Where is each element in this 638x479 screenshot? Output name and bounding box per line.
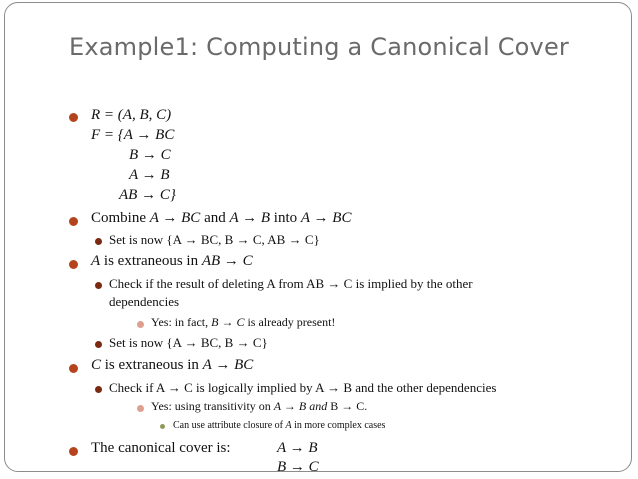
- yes-a-suffix: is already present!: [247, 315, 336, 329]
- combine-into: into: [273, 210, 298, 226]
- fd-b-c: B → C: [129, 147, 171, 163]
- slide-title: Example1: Computing a Canonical Cover: [69, 33, 569, 61]
- fd-a-b: A → B: [129, 167, 170, 183]
- bullet-note: [160, 424, 165, 429]
- extraneous-c-fd: A → BC: [202, 357, 254, 373]
- bullet-combine: [69, 217, 78, 226]
- yes-c-fd2: B → C.: [330, 399, 368, 413]
- yes-c-prefix: Yes: using transitivity on: [151, 399, 271, 413]
- check-a-line2: dependencies: [109, 294, 180, 309]
- combine-prefix: Combine: [91, 210, 146, 226]
- extraneous-a-text: is extraneous in: [103, 253, 199, 269]
- check-c-line: Check if A → C is logically implied by A → B and the other dependencies: [109, 380, 497, 395]
- yes-a-line: [151, 315, 335, 330]
- note-pre: Can use attribute closure of: [173, 420, 283, 431]
- combine-fd-b: A → B: [229, 210, 271, 226]
- bullet-set-now-1: [95, 238, 102, 245]
- fd-ab-c: AB → C}: [119, 187, 176, 203]
- set-now-2: Set is now {A → BC, B → C}: [109, 335, 268, 350]
- combine-line: [91, 210, 351, 227]
- combine-fd-a: A → BC: [149, 210, 201, 226]
- extraneous-c-var: C: [91, 357, 102, 373]
- combine-and: and: [204, 210, 226, 226]
- bullet-set-now-2: [95, 341, 102, 348]
- note-post: in more complex cases: [294, 420, 386, 431]
- bullet-yes-c: [137, 405, 144, 412]
- set-now-1: Set is now {A → BC, B → C, AB → C}: [109, 232, 320, 247]
- bullet-extraneous-c: [69, 364, 78, 373]
- canonical-label: The canonical cover is:: [91, 440, 231, 456]
- canonical-fd2: B → C: [277, 459, 319, 472]
- note-var: A: [285, 420, 292, 431]
- yes-a-prefix: Yes: in fact,: [151, 315, 209, 329]
- slide: [4, 2, 632, 472]
- extraneous-a-var: A: [91, 253, 101, 269]
- yes-a-fd: B → C: [211, 315, 245, 329]
- yes-c-and: and: [309, 399, 328, 413]
- combine-fd-c: A → BC: [300, 210, 352, 226]
- bullet-extraneous-a: [69, 260, 78, 269]
- bullet-schema: [69, 113, 78, 122]
- extraneous-c-text: is extraneous in: [104, 357, 199, 373]
- f-line: F = {A → BC: [91, 127, 175, 143]
- bullet-check-a: [95, 282, 102, 289]
- yes-c-line: [151, 399, 367, 414]
- extraneous-a-fd: AB → C: [201, 253, 253, 269]
- canonical-fd1: A → B: [277, 440, 318, 456]
- yes-c-fd1: A → B: [273, 399, 307, 413]
- check-a-line1: Check if the result of deleting A from AB → C is implied by the other: [109, 276, 473, 291]
- bullet-check-c: [95, 386, 102, 393]
- note-line: [173, 420, 385, 431]
- bullet-yes-a: [137, 321, 144, 328]
- extraneous-a-line: [91, 253, 253, 270]
- bullet-canonical: [69, 447, 78, 456]
- r-line: R = (A, B, C): [91, 107, 172, 123]
- extraneous-c-line: [91, 357, 253, 374]
